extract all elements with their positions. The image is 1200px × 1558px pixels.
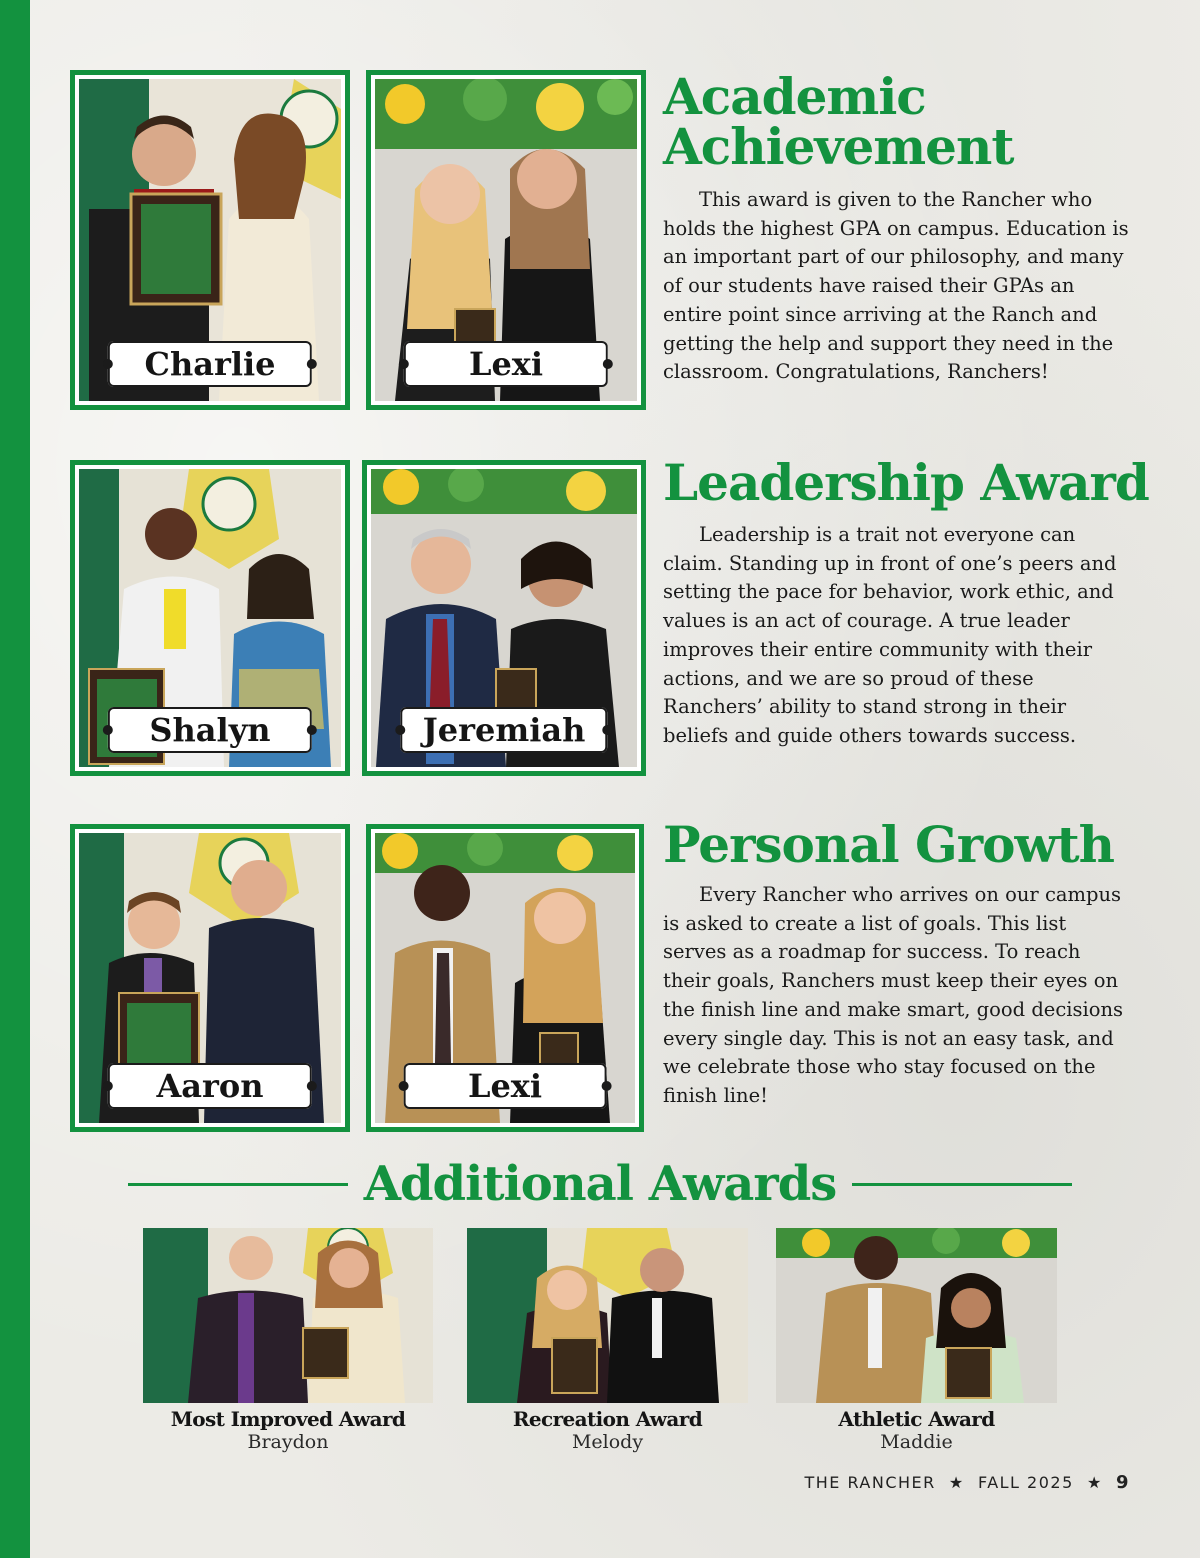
- divider-line-right: [852, 1183, 1072, 1186]
- section-title-leadership: Leadership Award: [663, 453, 1149, 512]
- footer-issue: FALL 2025: [977, 1473, 1074, 1492]
- award-name-braydon: Braydon: [247, 1431, 329, 1453]
- name-tag-lexi-growth: Lexi: [404, 1063, 607, 1109]
- photo-charlie: [79, 79, 341, 401]
- photo-frame-lexi-growth: [366, 824, 644, 1132]
- photo-lexi-academic: [375, 79, 637, 401]
- photo-aaron: [79, 833, 341, 1123]
- award-caption-most-improved: [143, 1407, 433, 1453]
- name-tag-shalyn: Shalyn: [108, 707, 312, 753]
- award-caption-recreation: [467, 1407, 748, 1453]
- section-title-academic: [663, 67, 1014, 176]
- additional-awards-header: [128, 1152, 1072, 1216]
- award-name-maddie: Maddie: [880, 1431, 953, 1453]
- star-icon: ★: [942, 1473, 972, 1492]
- award-name-melody: Melody: [571, 1431, 644, 1453]
- page-footer: [804, 1472, 1130, 1493]
- section-title-personal-growth: Personal Growth: [663, 815, 1114, 874]
- photo-lexi-growth: [375, 833, 635, 1123]
- name-tag-lexi-academic: Lexi: [404, 341, 608, 387]
- award-photo-most-improved: [143, 1228, 433, 1403]
- star-icon: ★: [1080, 1473, 1110, 1492]
- photo-frame-aaron: [70, 824, 350, 1132]
- photo-jeremiah: [371, 469, 637, 767]
- section-title-academic-line1: Academic: [663, 67, 926, 126]
- photo-frame-shalyn: [70, 460, 350, 776]
- photo-frame-jeremiah: [362, 460, 646, 776]
- additional-awards-heading: Additional Awards: [363, 1156, 837, 1212]
- photo-shalyn: [79, 469, 341, 767]
- footer-publication: THE RANCHER: [804, 1473, 936, 1492]
- page-number: 9: [1115, 1472, 1130, 1493]
- divider-line-left: [128, 1183, 348, 1186]
- section-title-academic-line2: Achievement: [663, 117, 1014, 176]
- award-caption-athletic: [776, 1407, 1057, 1453]
- award-photo-recreation: [467, 1228, 748, 1403]
- page-edge-bar: [0, 0, 30, 1558]
- section-body-academic: This award is given to the Rancher who holds the highest GPA on campus. Education is an important part of our philosophy, and many of our students have raised their GPAs an entire point since arriving at the Ranch and getting the help and support they need in the classroom. Congratulations, Ranchers!: [663, 188, 1129, 384]
- photo-frame-lexi-academic: [366, 70, 646, 410]
- name-tag-aaron: Aaron: [108, 1063, 312, 1109]
- section-body-personal-growth: Every Rancher who arrives on our campus is asked to create a list of goals. This list serves as a roadmap for success. To reach their goals, Ranchers must keep their eyes on the finish line and make smart, good decisions every single day. This is not an easy task, and we celebrate those who stay focused on the finish line!: [663, 883, 1124, 1107]
- award-photo-athletic: [776, 1228, 1057, 1403]
- photo-frame-charlie: [70, 70, 350, 410]
- name-tag-charlie: Charlie: [108, 341, 312, 387]
- section-body-leadership: Leadership is a trait not everyone can claim. Standing up in front of one’s peers and setting the pace for behavior, work ethic, and values is an act of courage. A true leader improves their entire community with their actions, and we are so proud of these Ranchers’ ability to stand strong in their beliefs and guide others towards success.: [663, 523, 1117, 747]
- award-title-athletic: Athletic Award: [838, 1407, 995, 1431]
- award-title-most-improved: Most Improved Award: [170, 1407, 406, 1431]
- award-title-recreation: Recreation Award: [512, 1407, 703, 1431]
- name-tag-jeremiah: Jeremiah: [400, 707, 607, 753]
